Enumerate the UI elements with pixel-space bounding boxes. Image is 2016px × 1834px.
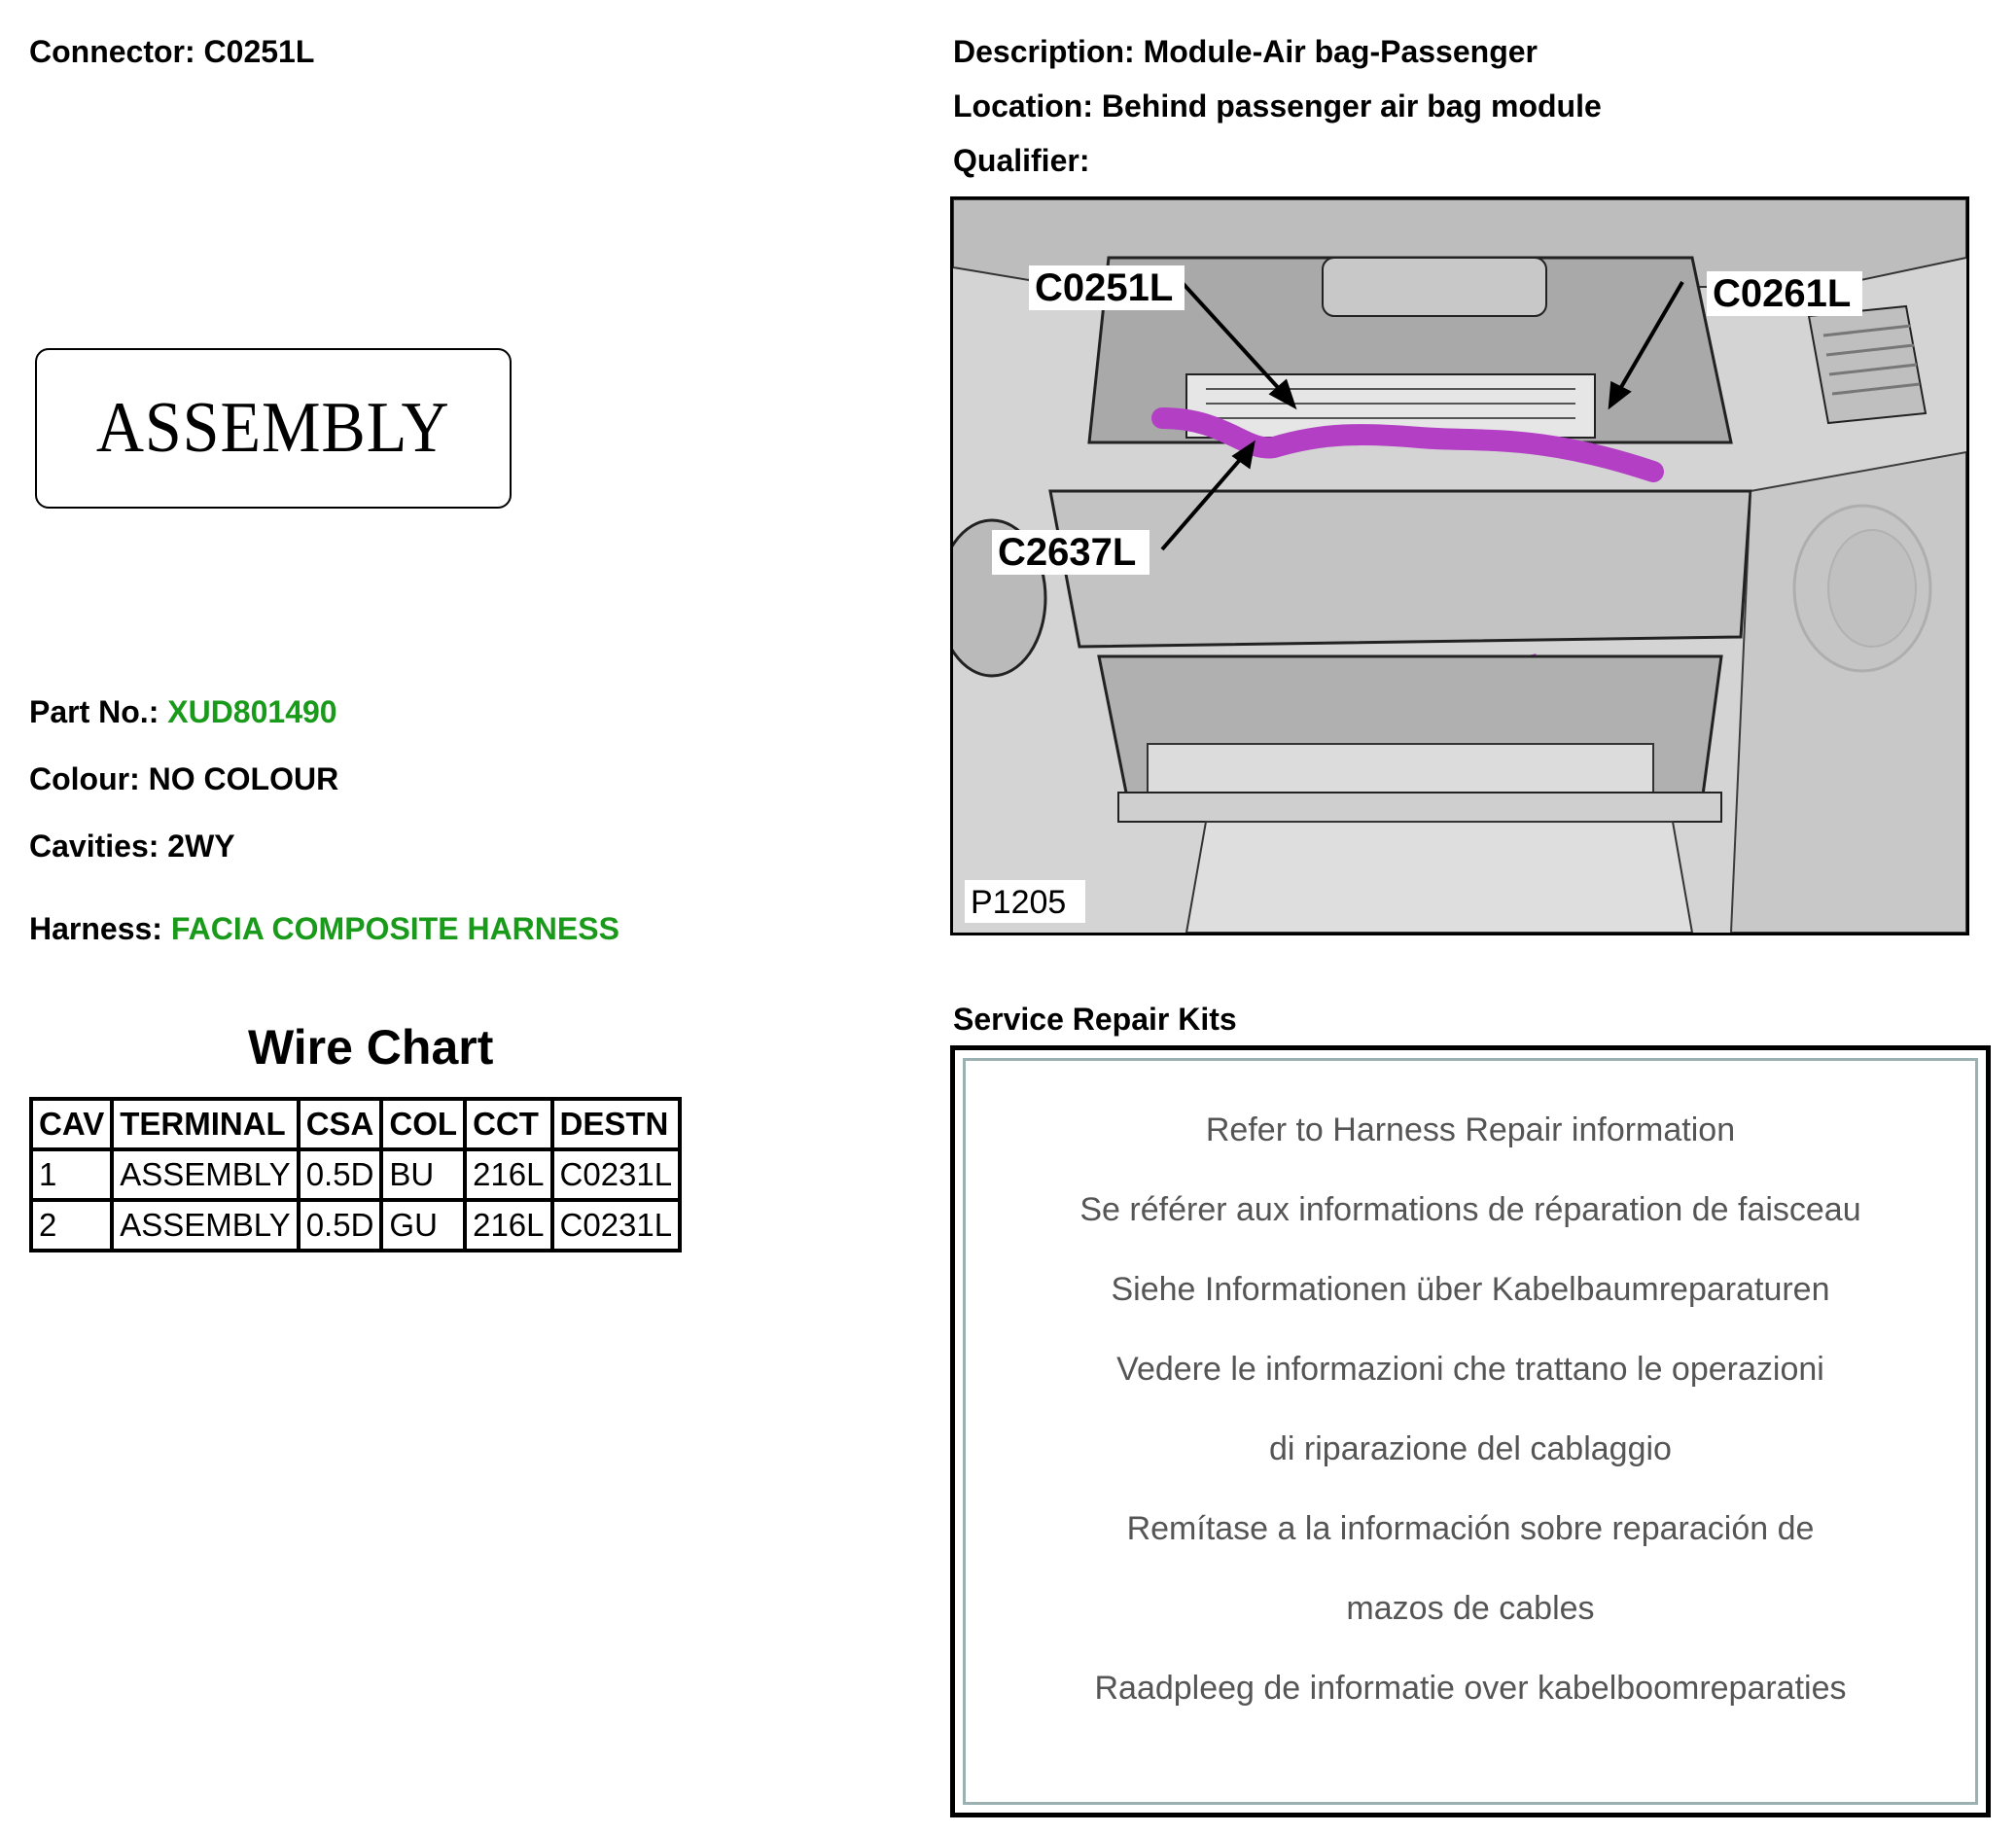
table-row (31, 1200, 680, 1251)
cavities-label: Cavities: (29, 829, 159, 864)
location-label: Location: (953, 88, 1093, 123)
wire-chart-header-row (31, 1099, 680, 1149)
cell-terminal: ASSEMBLY (112, 1149, 298, 1200)
qualifier-field (953, 143, 1089, 179)
colour-value: NO COLOUR (148, 761, 339, 796)
dashboard-illustration (953, 199, 1966, 933)
table-row (31, 1149, 680, 1200)
kit-line-es-2: mazos de cables (1346, 1590, 1595, 1627)
qualifier-label: Qualifier: (953, 143, 1090, 178)
cell-col: BU (381, 1149, 465, 1200)
cell-csa: 0.5D (299, 1149, 382, 1200)
header-cct: CCT (465, 1099, 551, 1149)
description-value: Module-Air bag-Passenger (1143, 34, 1538, 69)
cell-terminal: ASSEMBLY (112, 1200, 298, 1251)
header-csa: CSA (299, 1099, 382, 1149)
cell-cav: 2 (31, 1200, 112, 1251)
location-value: Behind passenger air bag module (1101, 88, 1602, 123)
service-repair-kits-inner (963, 1058, 1978, 1805)
cell-destn: C0231L (552, 1200, 681, 1251)
service-repair-kits-panel (950, 1045, 1991, 1817)
harness-value[interactable]: FACIA COMPOSITE HARNESS (170, 911, 619, 946)
cell-cct: 216L (465, 1149, 551, 1200)
description-field (953, 34, 1538, 70)
kit-line-it-2: di riparazione del cablaggio (1269, 1430, 1672, 1467)
kit-line-fr: Se référer aux informations de réparation de faisceau (1079, 1191, 1861, 1228)
cell-destn: C0231L (552, 1149, 681, 1200)
kit-line-es-1: Remítase a la información sobre reparación de (1126, 1510, 1815, 1547)
connector-value: C0251L (203, 34, 315, 69)
kit-line-it-1: Vedere le informazioni che trattano le operazioni (1116, 1351, 1824, 1388)
callout-c0251l: C0251L (1035, 266, 1174, 309)
part-no-value[interactable]: XUD801490 (167, 694, 337, 729)
header-col: COL (381, 1099, 465, 1149)
kit-line-en: Refer to Harness Repair information (1205, 1111, 1736, 1148)
part-no-field (29, 694, 337, 730)
cell-cav: 1 (31, 1149, 112, 1200)
harness-field (29, 911, 619, 947)
connector-label: Connector: (29, 34, 195, 69)
figure-id: P1205 (971, 884, 1067, 921)
callout-c2637l: C2637L (998, 531, 1137, 574)
wire-chart-title: Wire Chart (248, 1020, 494, 1075)
service-repair-kits-title: Service Repair Kits (953, 1002, 1237, 1037)
assembly-label-text: ASSEMBLY (96, 388, 450, 468)
wire-chart-table (29, 1097, 682, 1252)
kit-line-de: Siehe Informationen über Kabelbaumreparaturen (1111, 1271, 1830, 1308)
colour-field (29, 761, 338, 797)
cavities-value: 2WY (167, 829, 235, 864)
cell-cct: 216L (465, 1200, 551, 1251)
location-photo (950, 196, 1969, 935)
assembly-label-box (35, 348, 512, 509)
kit-line-nl: Raadpleeg de informatie over kabelboomreparaties (1094, 1670, 1847, 1707)
cavities-field (29, 829, 235, 864)
description-label: Description: (953, 34, 1135, 69)
cell-csa: 0.5D (299, 1200, 382, 1251)
cell-col: GU (381, 1200, 465, 1251)
header-cav: CAV (31, 1099, 112, 1149)
connector-field (29, 34, 314, 70)
location-field (953, 88, 1602, 124)
colour-label: Colour: (29, 761, 140, 796)
part-no-label: Part No.: (29, 694, 159, 729)
header-destn: DESTN (552, 1099, 681, 1149)
header-terminal: TERMINAL (112, 1099, 298, 1149)
callout-c0261l: C0261L (1713, 272, 1852, 315)
harness-label: Harness: (29, 911, 162, 946)
